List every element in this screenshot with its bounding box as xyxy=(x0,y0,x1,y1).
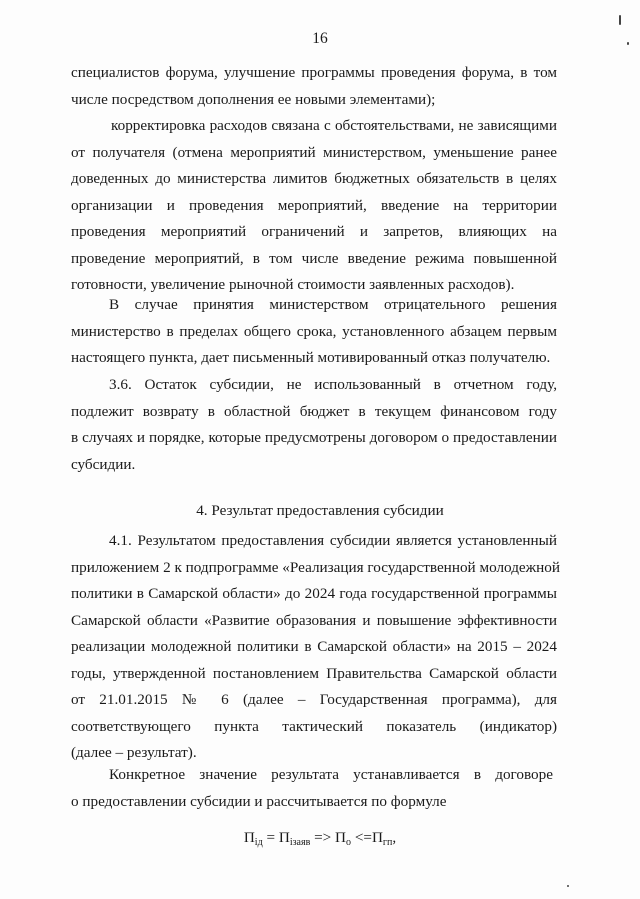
text-line: реализации молодежной политики в Самарской области» на 2015 – 2024 xyxy=(71,638,557,655)
text-line: (далее – результат). xyxy=(71,744,197,761)
section-heading: 4. Результат предоставления субсидии xyxy=(196,502,444,519)
text-line: 3.6. Остаток субсидии, не использованный в отчетном году, xyxy=(109,376,557,393)
text-line: специалистов форума, улучшение программы проведения форума, в том xyxy=(71,64,557,81)
paragraph-3-6 xyxy=(71,372,557,478)
paragraph-4-1 xyxy=(71,528,561,767)
text-line: 4.1. Результатом предоставления субсидии является установленный xyxy=(109,532,557,549)
text-line: проведения мероприятий ограничений и запретов, влияющих на xyxy=(71,223,557,240)
text-line: годы, утвержденной постановлением Правительства Самарской области xyxy=(71,664,557,682)
text-line: настоящего пункта, дает письменный мотивированный отказ получателю. xyxy=(71,349,551,366)
scan-speck xyxy=(619,15,621,25)
paragraph-continuation xyxy=(71,60,557,113)
text-line: от получателя (отмена мероприятий министерством, уменьшение ранее xyxy=(71,143,557,161)
text-line: корректировка расходов связана с обстоятельствами, не зависящими xyxy=(111,117,557,134)
paragraph-result-value xyxy=(71,762,557,815)
text-line: от 21.01.2015 № 6 (далее – Государственная программа), для xyxy=(71,691,557,708)
text-line: В случае принятия министерством отрицательного решения xyxy=(109,296,557,313)
text-line: подлежит возврату в областной бюджет в текущем финансовом году xyxy=(71,402,557,420)
formula: $П_{iд} = П_{iзаяв} => П_о <=П_{гп}$, xyxy=(243,829,397,848)
text-line: соответствующего пункта тактический показатель (индикатор) xyxy=(71,717,557,735)
paragraph-adjustment xyxy=(71,113,557,299)
text-line: приложением 2 к подпрограмме «Реализация государственной молодежной xyxy=(71,558,561,576)
text-line: числе посредством дополнения ее новыми элементами); xyxy=(71,90,436,108)
paragraph-refusal xyxy=(71,292,557,372)
text-line: готовности, увеличение рыночной стоимости заявленных расходов). xyxy=(71,276,515,293)
text-line: субсидии. xyxy=(71,455,136,473)
text-line: о предоставлении субсидии и рассчитывается по формуле xyxy=(71,792,447,810)
page-number: 16 xyxy=(312,30,328,47)
text-line: министерство в пределах общего срока, установленного абзацем первым xyxy=(71,322,557,340)
text-line: в случаях и порядке, которые предусмотрены договором о предоставлении xyxy=(71,429,557,446)
scan-speck xyxy=(567,885,569,887)
text-line: доведенных до министерства лимитов бюджетных обязательств в целях xyxy=(71,170,557,187)
text-line: организации и проведения мероприятий, введение на территории xyxy=(71,196,557,214)
scan-speck xyxy=(627,42,629,45)
text-line: Самарской области «Развитие образования и повышение эффективности xyxy=(71,611,557,629)
text-line: Конкретное значение результата устанавливается в договоре xyxy=(109,766,553,783)
text-line: проведение мероприятий, в том числе введение режима повышенной xyxy=(71,249,557,267)
text-line: политики в Самарской области» до 2024 года государственной программы xyxy=(71,585,557,602)
